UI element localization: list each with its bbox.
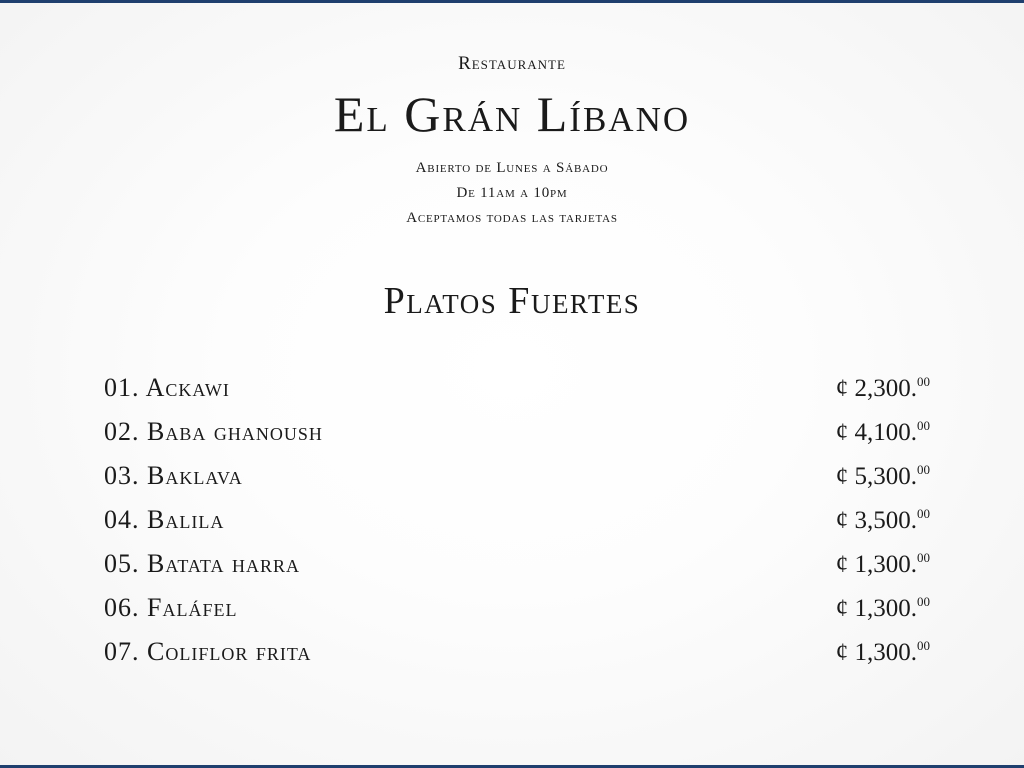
opening-info [0,156,1024,231]
section-title: Platos Fuertes [383,280,641,322]
dish-price: ¢ 5,300.00 [835,461,930,490]
price-amount: 5,300 [854,462,911,490]
price-cents: 00 [917,461,930,477]
opening-days: Abierto de Lunes a Sábado [415,160,609,176]
price-cents: 00 [917,549,930,565]
price-amount: 2,300 [854,374,911,402]
price-cents: 00 [917,593,930,609]
dish-number: 07 [104,637,132,666]
menu-item [104,542,930,586]
dish-price: ¢ 1,300.00 [835,549,930,578]
currency-symbol: ¢ [835,506,849,534]
price-amount: 4,100 [854,418,911,446]
menu-item [104,498,930,542]
dish-number: 06 [104,593,132,622]
header-kicker: Restaurante [458,53,566,74]
menu-item [104,586,930,630]
payment-info: Aceptamos todas las tarjetas [406,210,618,226]
dish-label: 05. Batata harra [104,549,300,578]
menu-item [104,630,930,674]
restaurant-header [0,52,1024,231]
currency-symbol: ¢ [835,638,849,666]
dish-number: 03 [104,461,132,490]
dish-price: ¢ 4,100.00 [835,417,930,446]
dish-name: Coliflor frita [147,637,312,666]
dish-label: 01. Ackawi [104,373,230,402]
dish-price: ¢ 3,500.00 [835,505,930,534]
currency-symbol: ¢ [835,418,849,446]
dish-name: Faláfel [147,593,238,622]
dish-number: 01 [104,373,132,402]
dish-name: Baklava [147,461,243,490]
currency-symbol: ¢ [835,462,849,490]
dish-name: Batata harra [147,549,300,578]
menu-item [104,454,930,498]
opening-hours: De 11am a 10pm [456,185,568,201]
menu-item [104,366,930,410]
price-cents: 00 [917,505,930,521]
dish-number: 05 [104,549,132,578]
price-amount: 1,300 [854,594,911,622]
dish-label: 04. Balila [104,505,225,534]
dish-name: Balila [147,505,225,534]
dish-label: 02. Baba ghanoush [104,417,323,446]
dish-price: ¢ 1,300.00 [835,637,930,666]
dish-number: 04 [104,505,132,534]
dish-price: ¢ 1,300.00 [835,593,930,622]
dish-label: 07. Coliflor frita [104,637,312,666]
dish-label: 06. Faláfel [104,593,238,622]
currency-symbol: ¢ [835,550,849,578]
dish-label: 03. Baklava [104,461,243,490]
menu-list [104,366,930,674]
price-cents: 00 [917,637,930,653]
price-cents: 00 [917,417,930,433]
dish-number: 02 [104,417,132,446]
price-amount: 1,300 [854,550,911,578]
dish-name: Baba ghanoush [147,417,323,446]
price-amount: 3,500 [854,506,911,534]
price-cents: 00 [917,373,930,389]
menu-item [104,410,930,454]
restaurant-name: El Grán Líbano [333,86,691,142]
currency-symbol: ¢ [835,594,849,622]
currency-symbol: ¢ [835,374,849,402]
dish-price: ¢ 2,300.00 [835,373,930,402]
top-accent-rule [0,0,1024,3]
dish-name: Ackawi [145,373,230,402]
price-amount: 1,300 [854,638,911,666]
